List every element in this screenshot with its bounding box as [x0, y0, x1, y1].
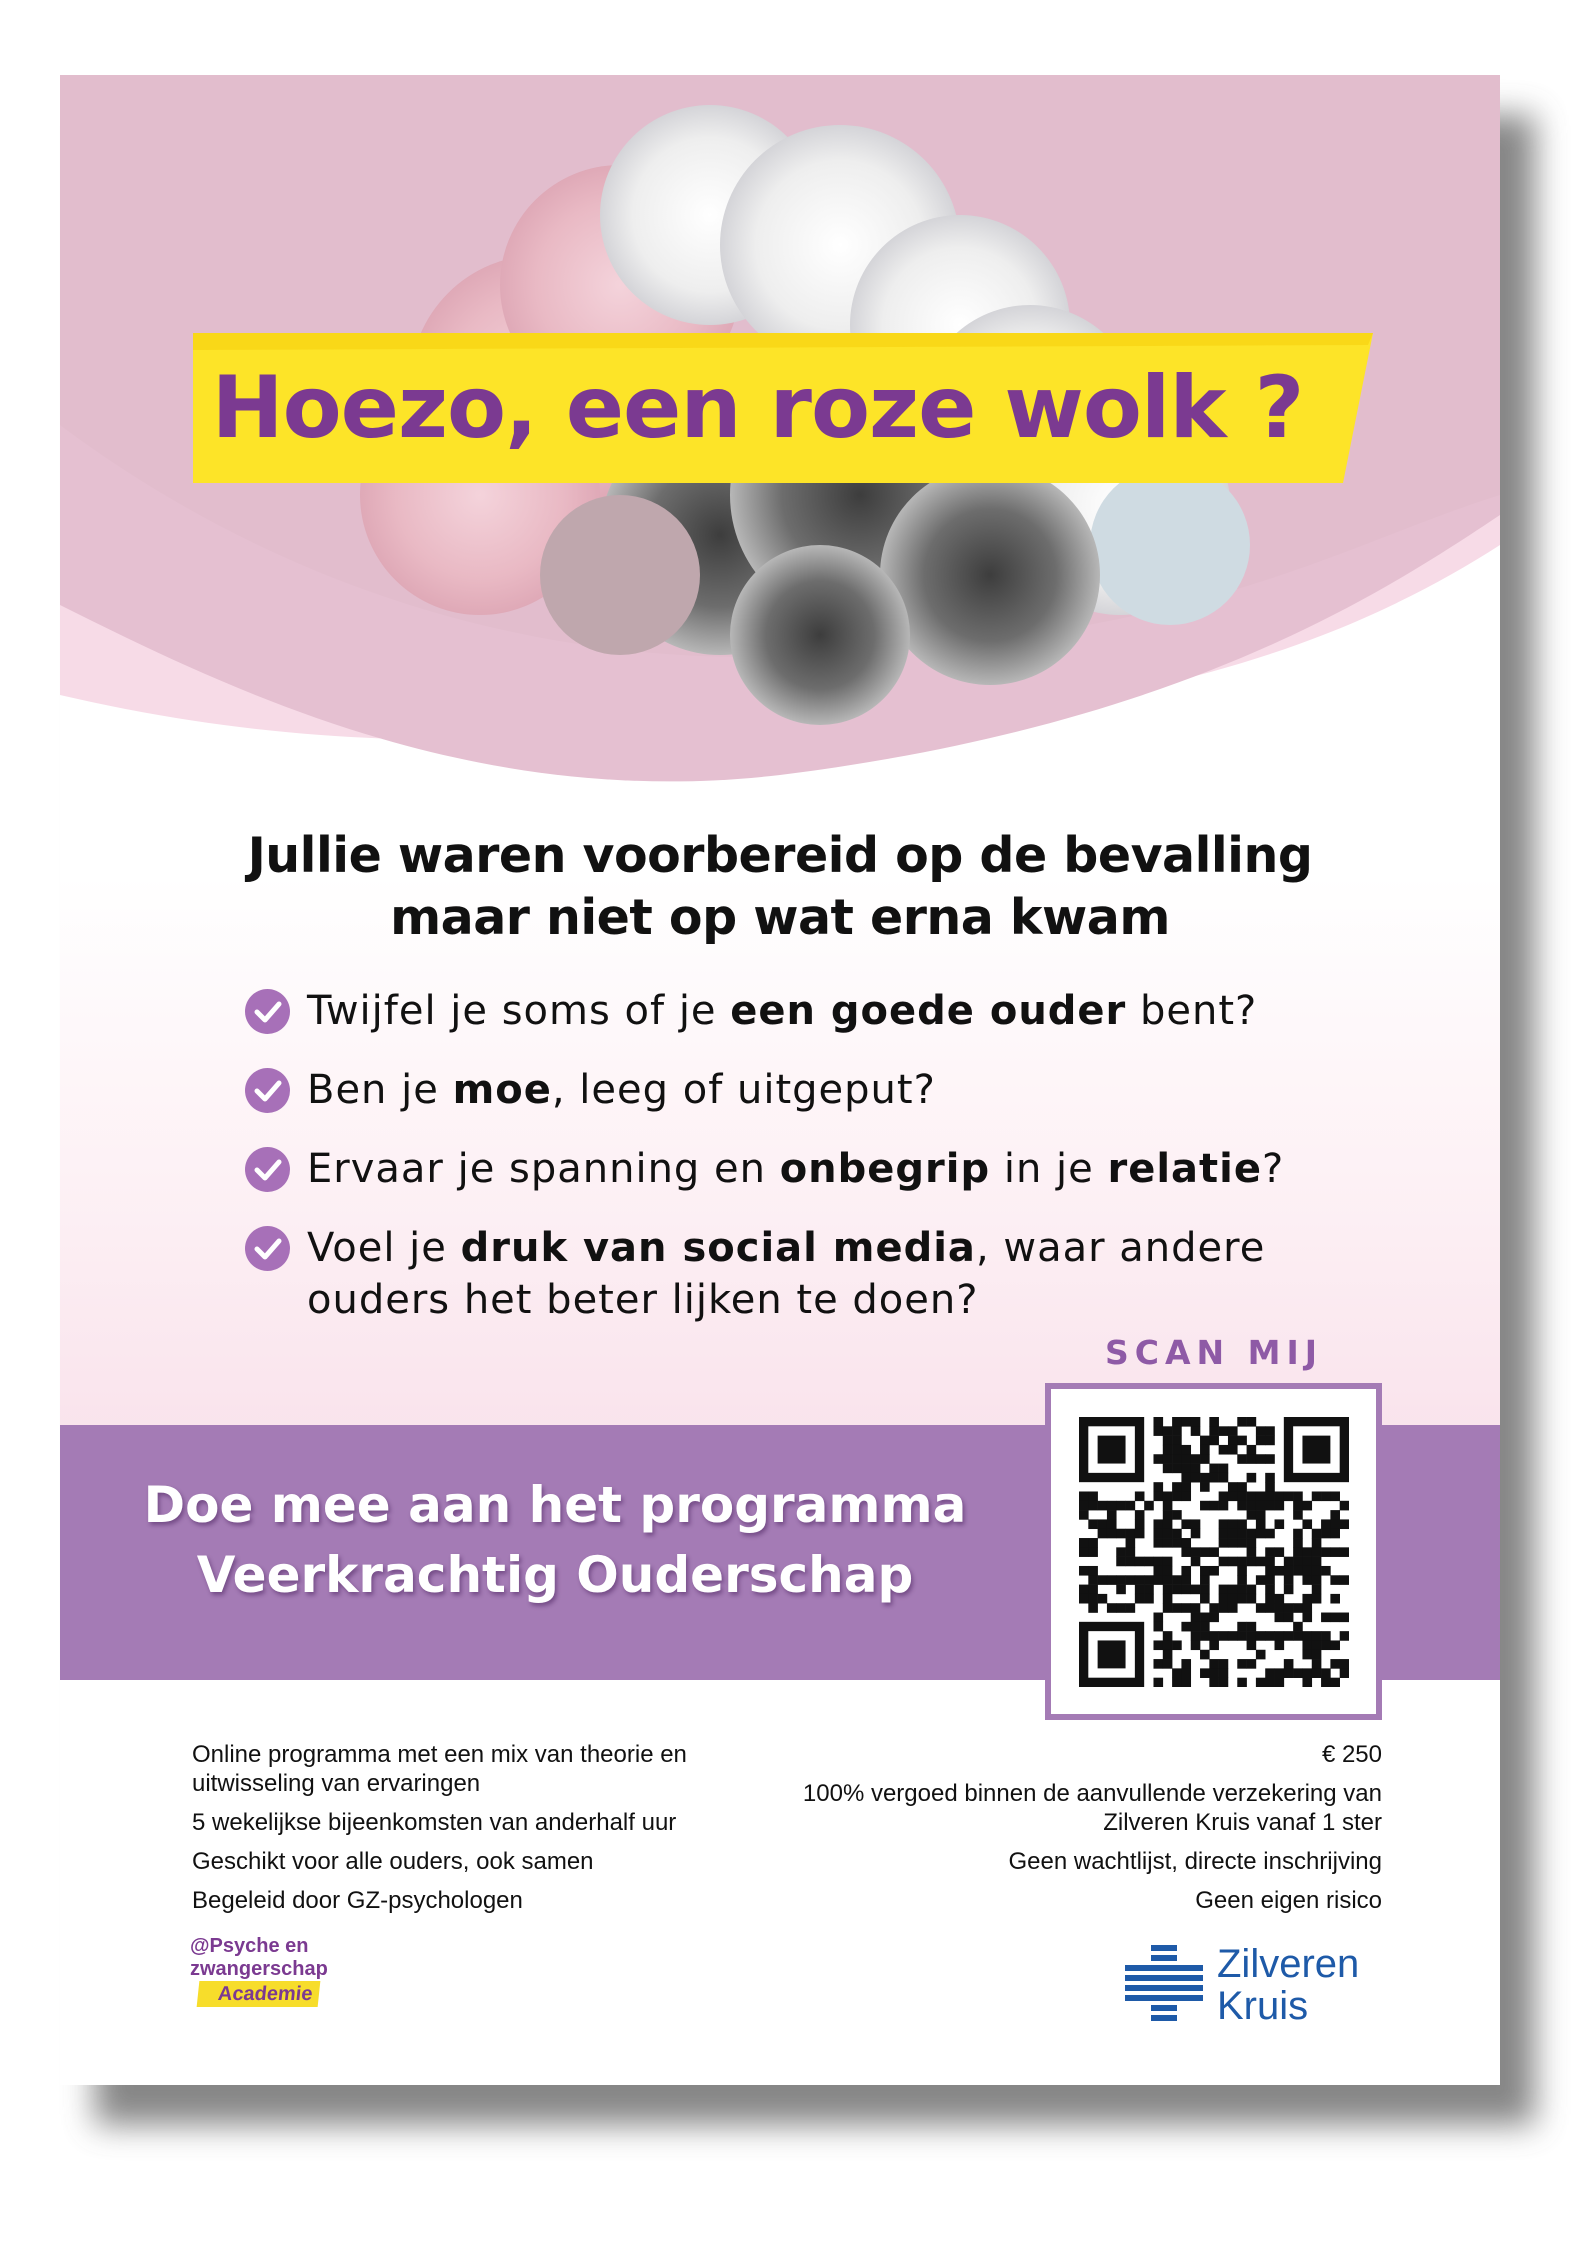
poster-title: Hoezo, een roze wolk ? — [211, 358, 1304, 458]
question-text-part: Twijfel je soms of je — [307, 988, 731, 1034]
price: € 250 — [1321, 1741, 1382, 1768]
question-item — [245, 985, 1325, 1037]
detail-left-3: Geschikt voor alle ouders, ook samen — [192, 1848, 594, 1875]
details-left — [192, 1740, 792, 1925]
question-text-part: Ervaar je spanning en — [307, 1146, 780, 1192]
question-item — [245, 1222, 1325, 1326]
subheading-line-2: maar niet op wat erna kwam — [390, 889, 1170, 946]
logo-psyche-line-3: Academie — [197, 1981, 320, 2007]
poster — [60, 75, 1500, 2085]
psyche-zwangerschap-logo — [190, 1935, 360, 2025]
detail-left-1: Online programma met een mix van theorie en uitwisseling van ervaringen — [192, 1741, 687, 1797]
question-text-part: bent? — [1126, 988, 1258, 1034]
cta-line-1: Doe mee aan het programma — [143, 1476, 967, 1534]
check-circle-icon — [245, 1068, 290, 1113]
question-text-part: druk van social media — [460, 1225, 976, 1271]
question-text-part: Ben je — [307, 1067, 453, 1113]
detail-left-2: 5 wekelijkse bijeenkomsten van anderhalf uur — [192, 1809, 677, 1836]
question-list — [245, 985, 1325, 1353]
question-text-part: een goede ouder — [730, 988, 1127, 1034]
question-text-part: Voel je — [307, 1225, 461, 1271]
qr-code[interactable] — [1079, 1417, 1349, 1687]
scan-label: SCAN MIJ — [1105, 1333, 1324, 1372]
question-text-part: relatie — [1107, 1146, 1262, 1192]
subheading-line-1: Jullie waren voorbereid op de bevalling — [247, 827, 1313, 884]
check-circle-icon — [245, 989, 290, 1034]
detail-right-3: Geen wachtlijst, directe inschrijving — [1008, 1848, 1382, 1875]
cta-text — [60, 1470, 1050, 1610]
question-text-part: , leeg of uitgeput? — [551, 1067, 936, 1113]
check-circle-icon — [245, 1147, 290, 1192]
spiral-icon: @ — [190, 1935, 210, 1957]
cta-line-2: Veerkrachtig Ouderschap — [196, 1546, 914, 1604]
question-text-part: in je — [990, 1146, 1108, 1192]
zilveren-kruis-logo — [1125, 1943, 1405, 2033]
question-text-part: , waar andere ouders het beter lijken te doen? — [307, 1225, 1266, 1323]
zk-line-2: Kruis — [1217, 1984, 1309, 2028]
question-item — [245, 1064, 1325, 1116]
detail-right-4: Geen eigen risico — [1195, 1887, 1382, 1914]
question-item — [245, 1143, 1325, 1195]
qr-code-frame[interactable] — [1045, 1383, 1382, 1720]
check-circle-icon — [245, 1226, 290, 1271]
question-text-part: moe — [452, 1067, 552, 1113]
detail-right-2: 100% vergoed binnen de aanvullende verzekering van Zilveren Kruis vanaf 1 ster — [802, 1780, 1382, 1836]
detail-left-4: Begeleid door GZ-psychologen — [192, 1887, 523, 1914]
details-right — [762, 1740, 1382, 1925]
question-text-part: ? — [1262, 1146, 1285, 1192]
subheading — [60, 825, 1500, 949]
zk-line-1: Zilveren — [1217, 1942, 1360, 1986]
logo-psyche-line-1: @Psyche en — [190, 1935, 309, 1957]
logo-psyche-line-2: zwangerschap — [190, 1958, 328, 1980]
cross-icon — [1125, 1945, 1205, 2029]
question-text-part: onbegrip — [779, 1146, 991, 1192]
zk-name — [1217, 1943, 1359, 2027]
